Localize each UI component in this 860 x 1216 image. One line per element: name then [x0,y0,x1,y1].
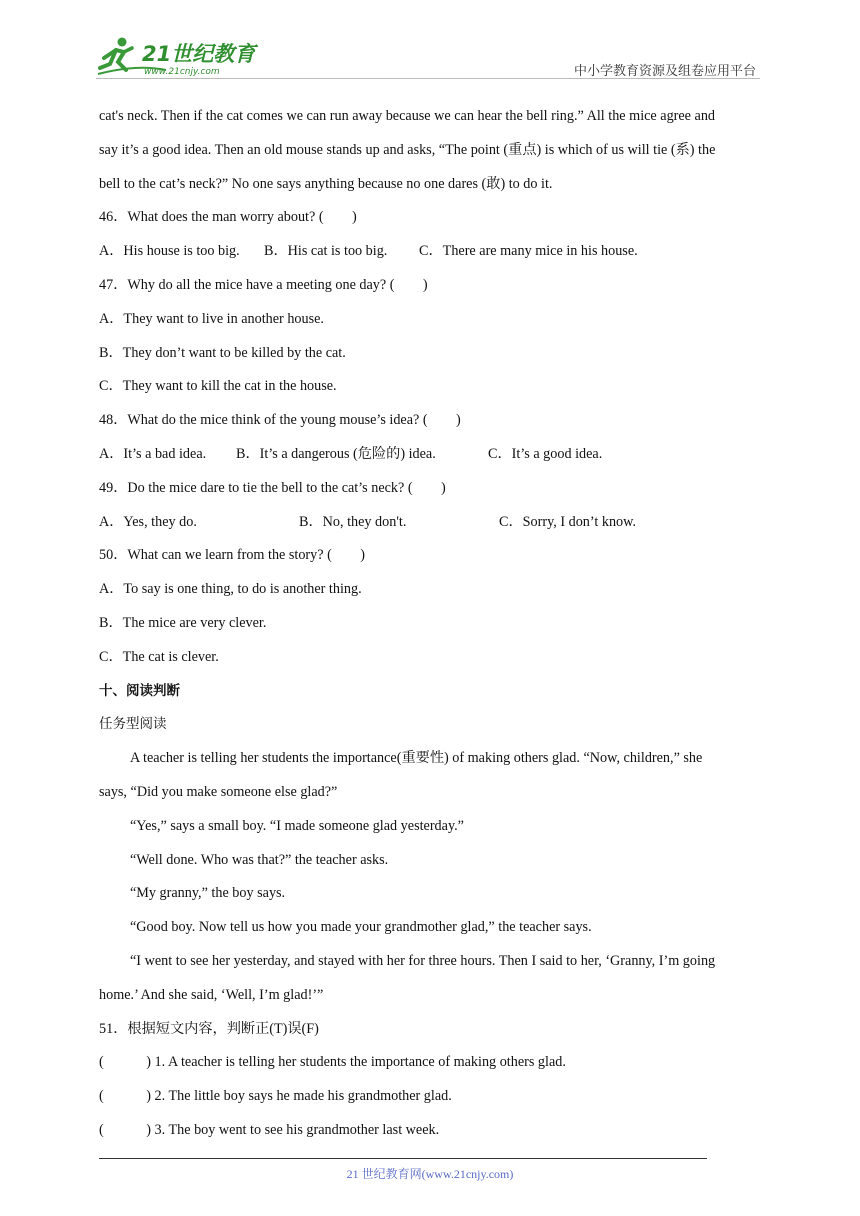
question-46-options [99,235,763,269]
option-a: A．His house is too big. [99,243,240,260]
passage2-paragraph: “Well done. Who was that?” the teacher asks. [130,851,389,868]
option-c: C．The cat is clever. [99,648,219,665]
option-b: B．It’s a dangerous (危险的) idea. [236,445,436,462]
passage-line: bell to the cat’s neck?” No one says anything because no one dares (敢) to do it. [99,175,553,192]
question-48-stem: 48．What do the mice think of the young mouse’s idea? ( ) [99,412,461,429]
passage2-paragraph: “Yes,” says a small boy. “I made someone glad yesterday.” [130,817,464,834]
option-b: B．They don’t want to be killed by the cat. [99,344,346,361]
question-46-stem: 46．What does the man worry about? ( ) [99,209,357,226]
option-b: B．His cat is too big. [264,243,388,260]
option-c: C．There are many mice in his house. [419,243,638,260]
tf-item: ( ) 1. A teacher is telling her students the importance of making others glad. [99,1054,566,1071]
option-c: C．Sorry, I don’t know. [499,513,637,530]
option-c: C．They want to kill the cat in the house. [99,378,337,395]
section-subtitle: 任务型阅读 [99,716,167,733]
passage2-paragraph: “Good boy. Now tell us how you made your grandmother glad,” the teacher says. [130,919,592,936]
option-b: B．No, they don't. [299,513,407,530]
header-divider [96,78,760,79]
passage2-paragraph: A teacher is telling her students the importance(重要性) of making others glad. “Now, children,” she [130,750,703,767]
page-header [96,34,760,80]
section-title: 十、阅读判断 [99,682,180,699]
option-a: A．It’s a bad idea. [99,445,207,462]
logo-text: 21世纪教育 [142,42,256,66]
option-a: A．Yes, they do. [99,513,197,530]
passage2-paragraph: “My granny,” the boy says. [130,885,286,902]
question-48-options [99,438,763,472]
document-body [99,100,763,1148]
footer-divider [99,1158,707,1159]
tf-item: ( ) 3. The boy went to see his grandmother last week. [99,1121,440,1138]
passage2-paragraph-cont: home.’ And she said, ‘Well, I’m glad!’” [99,986,324,1003]
question-49-options [99,506,763,540]
question-50-stem: 50．What can we learn from the story? ( ) [99,547,365,564]
passage-line: cat's neck. Then if the cat comes we can run away because we can hear the bell ring.” All the mice agree and [99,108,716,124]
passage-line: say it’s a good idea. Then an old mouse stands up and asks, “The point (重点) is which of us will tie (系) the [99,141,716,158]
header-platform-title: 中小学教育资源及组卷应用平台 [573,64,756,79]
passage2-paragraph: “I went to see her yesterday, and stayed with her for three hours. Then I said to her, ‘Granny, I’m going [130,952,716,969]
question-49-stem: 49．Do the mice dare to tie the bell to the cat’s neck? ( ) [99,479,446,496]
question-47-stem: 47．Why do all the mice have a meeting one day? ( ) [99,276,428,293]
option-a: A．They want to live in another house. [99,310,324,327]
logo-21cnjy [96,34,266,78]
logo-url: www.21cnjy.com [144,67,220,77]
option-c: C．It’s a good idea. [488,445,603,462]
footer-text: 21 世纪教育网(www.21cnjy.com) [346,1167,514,1181]
option-b: B．The mice are very clever. [99,614,267,631]
question-51-stem: 51．根据短文内容，判断正(T)误(F) [99,1020,319,1037]
tf-item: ( ) 2. The little boy says he made his grandmother glad. [99,1088,452,1105]
passage2-paragraph-cont: says, “Did you make someone else glad?” [99,783,338,800]
option-a: A．To say is one thing, to do is another thing. [99,581,362,598]
